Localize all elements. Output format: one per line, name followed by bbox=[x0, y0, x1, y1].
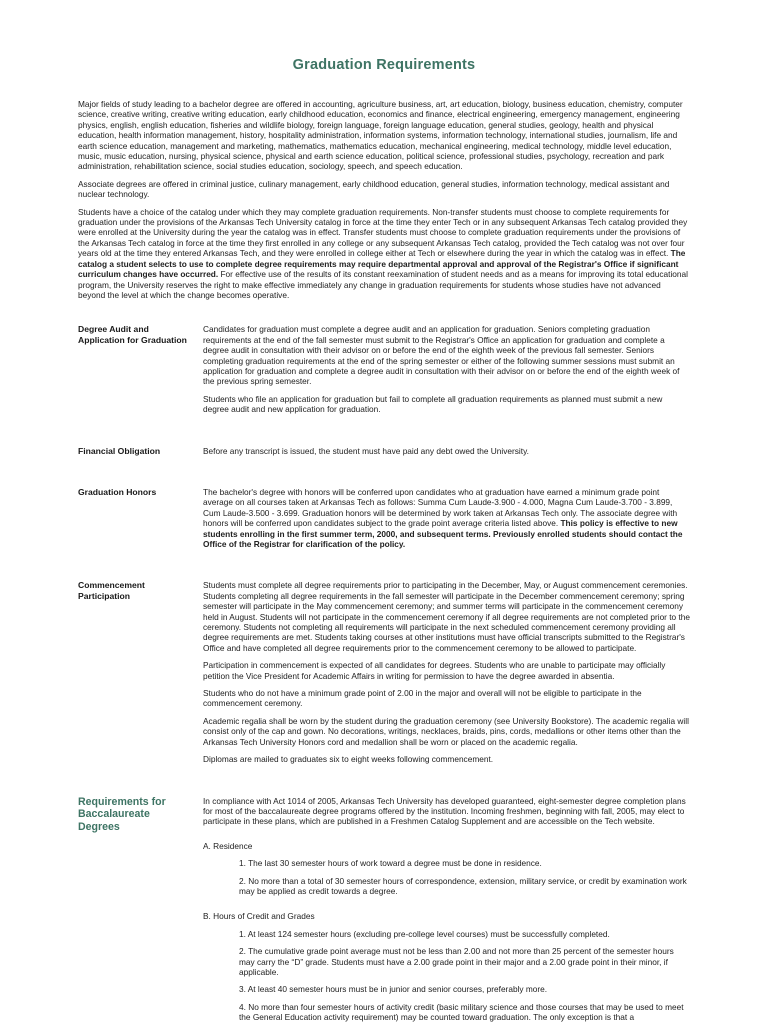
intro-block bbox=[78, 99, 690, 300]
catalog-choice-text: Students have a choice of the catalog under which they may complete graduation requirements. Non-transfer students must choose to complete requirements for graduation under the provisions of the Arkansas Tech University catalog in force at the time they enter Tech or in any subsequent Arkansas Tech catalog provided they were enrolled at the University during the year the catalog was in effect. Transfer students must choose to complete graduation requirements under the provisions of the Arkansas Tech catalog in force at the time they first enrolled in any college or any subsequent Arkansas Tech catalog, provided the Tech catalog was not over four years old at the time they entered Arkansas Tech, and they were enrolled in college either at Tech or elsewhere during the year in which the catalog was in effect. bbox=[78, 206, 688, 259]
section-body-degree-audit bbox=[203, 324, 690, 421]
graduation-honors-paragraph bbox=[203, 487, 690, 549]
intro-paragraph-catalog-choice bbox=[78, 207, 690, 301]
residence-rule-item: 2. No more than a total of 30 semester hours of correspondence, extension, military service, or credit by examination work may be applied as credit towards a degree. bbox=[239, 875, 687, 896]
section-heading-baccalaureate-requirements: Requirements for Baccalaureate Degrees bbox=[78, 795, 166, 833]
section-baccalaureate-requirements bbox=[78, 796, 690, 1030]
section-heading-commencement-participation: Commencement Participation bbox=[78, 580, 145, 601]
section-heading-graduation-honors: Graduation Honors bbox=[78, 486, 157, 497]
hours-credit-rule-item: 1. At least 124 semester hours (excluding pre-college level courses) must be successfully completed. bbox=[239, 928, 610, 939]
financial-obligation-paragraph: Before any transcript is issued, the student must have paid any debt owed the University. bbox=[203, 445, 529, 456]
section-graduation-honors bbox=[78, 487, 690, 556]
commencement-paragraph: Students must complete all degree requirements prior to participating in the December, May, or August commencement ceremonies. Students completing all degree requirements in the fall semester will participate in the December commencement ceremony; spring semester will participate in the May commencement ceremony; and summer terms will participate in the commencement ceremony held in August. Students will not participate in the commencement ceremony if all degree requirements are not completed prior to the ceremony. Students not completing all requirements will participate in the next scheduled commencement ceremony providing all degree requirements are met. Students taking courses at other institutions must have official transcripts submitted to the Registrar's Office and have completed all degree requirements prior to the commencement ceremony to be allowed to participate. bbox=[203, 580, 691, 653]
commencement-paragraph: Participation in commencement is expected of all candidates for degrees. Students who are unable to participate may officially petition the Vice President for Academic Affairs in writing for permission to have the degree awarded in absentia. bbox=[203, 660, 666, 681]
section-body-commencement-participation bbox=[203, 580, 690, 771]
section-body-graduation-honors bbox=[203, 487, 690, 556]
hours-credit-grades-sublabel: B. Hours of Credit and Grades bbox=[203, 911, 315, 922]
hours-credit-rule-item: 2. The cumulative grade point average must not be less than 2.00 and not more than 25 percent of the semester hours may carry the “D” grade. Students must have a 2.00 grade point in their major and a 2.00 grade point in their minor, if applicable. bbox=[239, 946, 674, 977]
commencement-paragraph: Students who do not have a minimum grade point of 2.00 in the major and overall will not be eligible to participate in the commencement ceremony. bbox=[203, 688, 642, 709]
degree-audit-paragraph: Candidates for graduation must complete a degree audit and an application for graduation. Seniors completing graduation requirements at the end of the fall semester must submit to the Registrar's Office an application for graduation and complete a degree audit in consultation with their advisor on or before the end of the eighth week of the previous fall semester. Seniors completing graduation requirements at the end of the spring semester or either of the following summer sessions must submit an application for graduation and complete a degree audit in consultation with their advisor on or before the end of the eighth week of the previous spring semester. bbox=[203, 324, 680, 387]
catalog-choice-bold-text: The catalog a student selects to use to complete degree requirements may require departmental approval and approval of the Registrar's Office if significant curriculum changes have occurred. bbox=[78, 248, 686, 280]
graduation-honors-bold-text: This policy is effective to new students enrolling in the first summer term, 2000, and subsequent terms. Previously enrolled students should contact the Office of the Registrar for clarification of the policy. bbox=[203, 518, 683, 549]
commencement-paragraph: Diplomas are mailed to graduates six to eight weeks following commencement. bbox=[203, 754, 494, 765]
catalog-choice-text-continued: For effective use of the results of its constant reexamination of student needs and as a means for improving its total educational program, the University reserves the right to make effective immediately any change in graduation requirements for students whose studies have not advanced beyond the level at which the change becomes operative. bbox=[78, 269, 688, 300]
intro-paragraph-major-fields: Major fields of study leading to a bachelor degree are offered in accounting, agriculture business, art, art education, biology, business education, chemistry, computer science, creative writing, creative writing education, early childhood education, economics and finance, electrical engineering, emergency management, engineering physics, english, english education, fisheries and wildlife biology, foreign language, foreign language education, general studies, geology, health and physical education, health information management, history, hospitality administration, information systems, information technology, international studies, journalism, life and earth science education, management and marketing, mathematics, mathematics education, mechanical engineering, medical technology, middle level education, music, music education, nursing, physical science, physical and earth science education, political science, professional studies, psychology, recreation and park administration, rehabilitation science, social studies education, sociology, speech, and speech education. bbox=[78, 99, 683, 172]
section-degree-audit bbox=[78, 324, 690, 421]
section-commencement-participation bbox=[78, 580, 690, 771]
page-title: Graduation Requirements bbox=[292, 57, 476, 73]
residence-rule-item: 1. The last 30 semester hours of work toward a degree must be done in residence. bbox=[239, 858, 542, 869]
hours-credit-rule-item: 3. At least 40 semester hours must be in junior and senior courses, preferably more. bbox=[239, 984, 548, 995]
requirements-intro-paragraph: In compliance with Act 1014 of 2005, Arkansas Tech University has developed guaranteed, eight-semester degree completion plans for most of the baccalaureate degree programs offered by the institution. Incoming freshmen, beginning with fall, 2005, may elect to participate in these plans, which are published in a Freshmen Catalog Supplement and are accessible on the Tech website. bbox=[203, 795, 686, 827]
section-financial-obligation bbox=[78, 446, 690, 463]
section-body-baccalaureate-requirements bbox=[203, 796, 690, 1030]
section-heading-financial-obligation: Financial Obligation bbox=[78, 445, 161, 456]
intro-paragraph-associate-degrees: Associate degrees are offered in criminal justice, culinary management, early childhood education, general studies, information technology, medical assistant and nuclear technology. bbox=[78, 178, 670, 200]
section-heading-degree-audit: Degree Audit and Application for Graduation bbox=[78, 324, 187, 345]
graduation-honors-text: The bachelor's degree with honors will be conferred upon candidates who at graduation have earned a minimum grade point average on all courses taken at Arkansas Tech as follows: Summa Cum Laude-3.900 - 4.000, Magna Cum Laude-3.700 - 3.899, Cum Laude-3.500 - 3.699. Graduation honors will be determined by work taken at Arkansas Tech only. The associate degree with honors will be conferred upon candidates subject to the grade point average criteria listed above. bbox=[203, 486, 678, 529]
hours-credit-rule-item: 4. No more than four semester hours of activity credit (basic military science and those courses that may be used to meet the General Education activity requirement) may be counted toward graduation. The only exception is that a bbox=[239, 1001, 684, 1023]
degree-audit-paragraph: Students who file an application for graduation but fail to complete all graduation requirements as planned must submit a new degree audit and new application for graduation. bbox=[203, 393, 663, 415]
commencement-paragraph: Academic regalia shall be worn by the student during the graduation ceremony (see University Bookstore). The academic regalia will consist only of the cap and gown. No decorations, writings, necklaces, braids, pins, cords, medallions or other items other than the Arkansas Tech University Honors cord and medallion shall be worn or placed on the academic regalia. bbox=[203, 715, 689, 747]
section-body-financial-obligation bbox=[203, 446, 690, 463]
residence-sublabel: A. Residence bbox=[203, 840, 253, 851]
